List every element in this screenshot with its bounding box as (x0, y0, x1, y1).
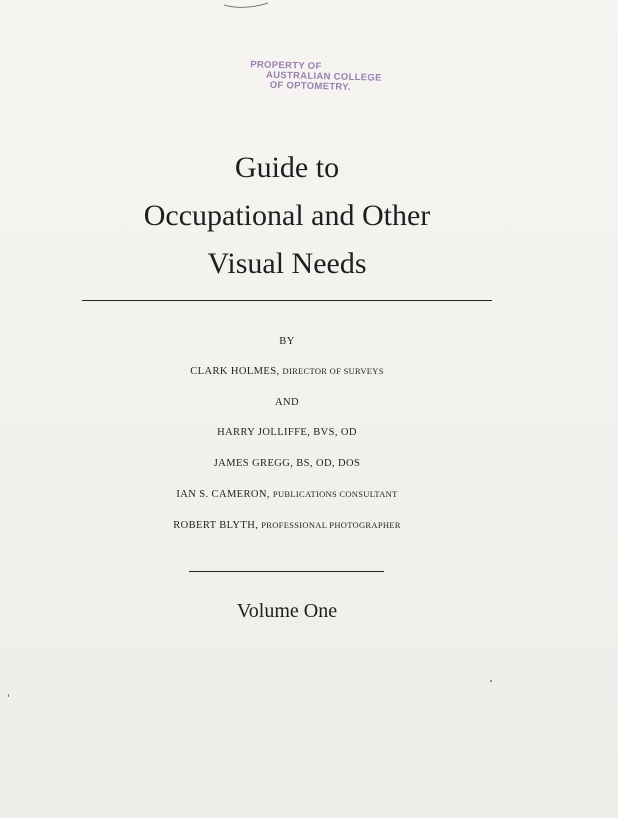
by-label: BY (279, 336, 295, 347)
paper-speck (490, 680, 492, 682)
stamp-line-3: OF OPTOMETRY. (269, 79, 351, 93)
author-2-name: HARRY JOLLIFFE, BVS, OD (217, 427, 357, 438)
author-2 (0, 427, 574, 438)
author-5 (0, 520, 574, 531)
volume-label: Volume One (236, 600, 338, 622)
author-5-name: ROBERT BLYTH, (173, 520, 259, 531)
author-4 (0, 489, 574, 500)
stamp-line-1: PROPERTY OF (250, 59, 322, 73)
author-5-role: PROFESSIONAL PHOTOGRAPHER (261, 520, 401, 530)
title-line-1: Guide to (234, 151, 340, 184)
title-divider (82, 300, 492, 301)
volume-divider (189, 571, 384, 572)
pencil-mark (222, 0, 272, 12)
author-1-role: DIRECTOR OF SURVEYS (282, 366, 384, 376)
paper-speck (8, 694, 9, 697)
title-line-3: Visual Needs (207, 247, 367, 280)
library-stamp (250, 60, 382, 93)
author-4-role: PUBLICATIONS CONSULTANT (272, 489, 398, 499)
author-1 (0, 366, 574, 377)
author-1-name: CLARK HOLMES, (190, 366, 280, 377)
title-line-2: Occupational and Other (143, 199, 431, 232)
and-label: AND (275, 397, 299, 408)
author-3-name: JAMES GREGG, BS, OD, DOS (213, 458, 361, 469)
author-4-name: IAN S. CAMERON, (176, 489, 270, 500)
book-title (0, 144, 574, 288)
stamp-line-2: AUSTRALIAN COLLEGE (265, 69, 382, 84)
author-3 (0, 458, 574, 469)
